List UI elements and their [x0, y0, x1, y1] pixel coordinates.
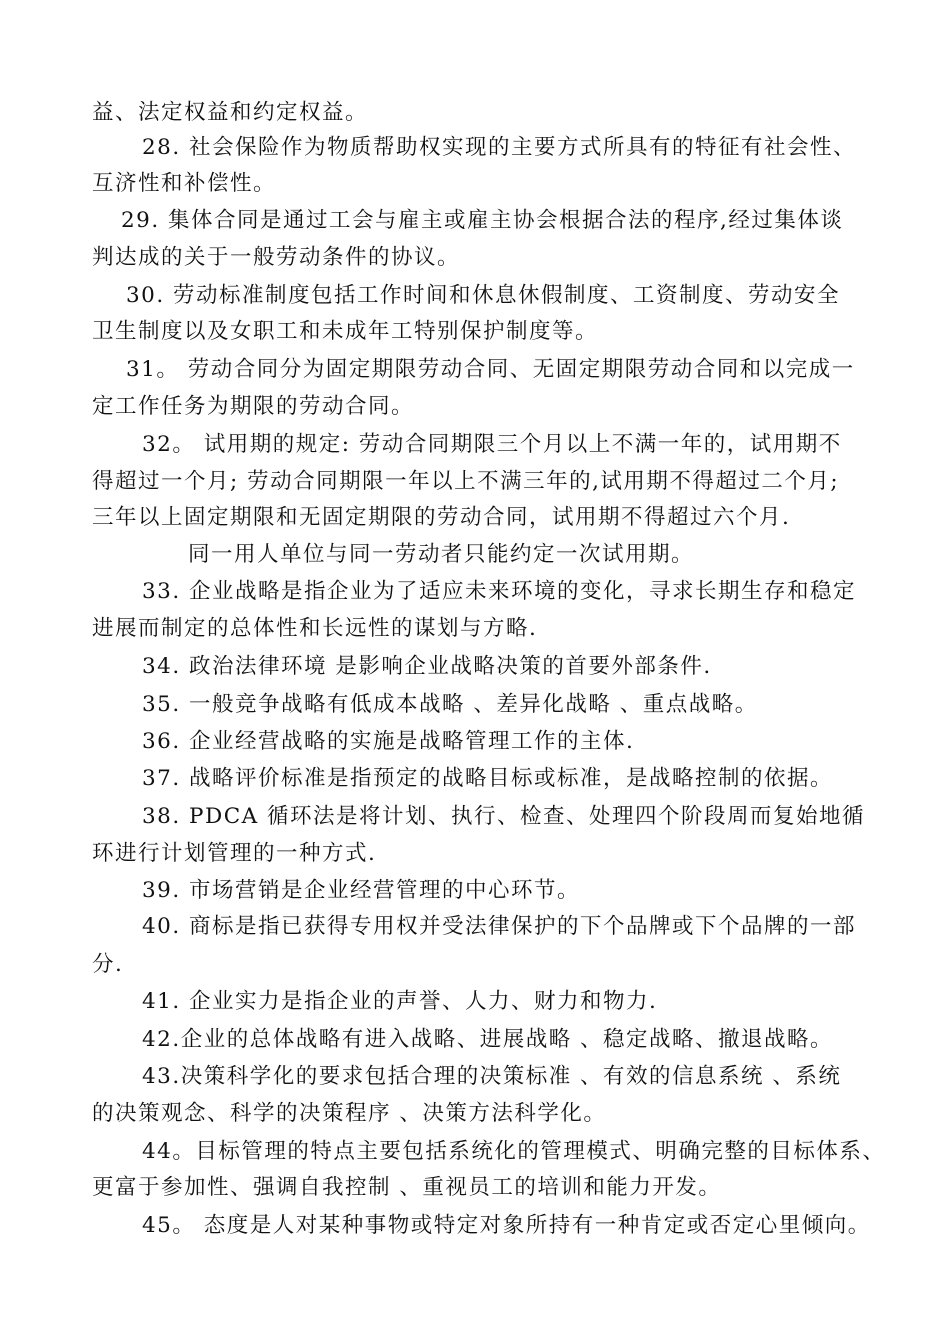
text-line: 36. 企业经营战略的实施是战略管理工作的主体.: [142, 729, 635, 754]
text-line: 卫生制度以及女职工和未成年工特别保护制度等。: [92, 319, 599, 344]
text-line: 34. 政治法律环境 是影响企业战略决策的首要外部条件.: [142, 654, 712, 679]
text-line: 32。 试用期的规定: 劳动合同期限三个月以上不满一年的，试用期不: [142, 432, 842, 457]
text-line: 分.: [92, 952, 124, 977]
text-line: 定工作任务为期限的劳动合同。: [92, 394, 415, 419]
text-line: 29. 集体合同是通过工会与雇主或雇主协会根据合法的程序,经过集体谈: [121, 208, 844, 233]
text-line: 得超过一个月; 劳动合同期限一年以上不满三年的,试用期不得超过二个月;: [92, 469, 840, 494]
text-line: 42.企业的总体战略有进入战略、进展战略 、稳定战略、撤退战略。: [142, 1027, 834, 1052]
text-line: 环进行计划管理的一种方式.: [92, 841, 377, 866]
text-line: 互济性和补偿性。: [92, 171, 277, 196]
text-line: 37. 战略评价标准是指预定的战略目标或标准，是战略控制的依据。: [142, 766, 834, 791]
text-line: 31。 劳动合同分为固定期限劳动合同、无固定期限劳动合同和以完成一: [126, 357, 855, 382]
text-line: 40. 商标是指已获得专用权并受法律保护的下个品牌或下个品牌的一部: [142, 914, 857, 939]
text-line: 45。 态度是人对某种事物或特定对象所持有一种肯定或否定心里倾向。: [142, 1213, 871, 1238]
text-line: 28. 社会保险作为物质帮助权实现的主要方式所具有的特征有社会性、: [142, 135, 857, 160]
text-line: 更富于参加性、强调自我控制 、重视员工的培训和能力开发。: [92, 1175, 722, 1200]
text-line: 同一用人单位与同一劳动者只能约定一次试用期。: [188, 542, 695, 567]
text-line: 益、法定权益和约定权益。: [92, 100, 369, 125]
text-line: 进展而制定的总体性和长远性的谋划与方略.: [92, 616, 538, 641]
text-line: 33. 企业战略是指企业为了适应未来环境的变化，寻求长期生存和稳定: [142, 579, 857, 604]
text-line: 判达成的关于一般劳动条件的协议。: [92, 245, 461, 270]
text-line: 的决策观念、科学的决策程序 、决策方法科学化。: [92, 1101, 607, 1126]
text-line: 30. 劳动标准制度包括工作时间和休息休假制度、工资制度、劳动安全: [126, 283, 841, 308]
text-line: 41. 企业实力是指企业的声誉、人力、财力和物力.: [142, 989, 658, 1014]
text-line: 35. 一般竞争战略有低成本战略 、差异化战略 、重点战略。: [142, 692, 758, 717]
text-line: 44。目标管理的特点主要包括系统化的管理模式、明确完整的目标体系、: [142, 1139, 886, 1164]
text-line: 43.决策科学化的要求包括合理的决策标准 、有效的信息系统 、系统: [142, 1064, 842, 1089]
text-line: 38. PDCA 循环法是将计划、执行、检查、处理四个阶段周而复始地循: [142, 804, 866, 829]
text-line: 三年以上固定期限和无固定期限的劳动合同，试用期不得超过六个月.: [92, 505, 791, 530]
text-line: 39. 市场营销是企业经营管理的中心环节。: [142, 878, 581, 903]
